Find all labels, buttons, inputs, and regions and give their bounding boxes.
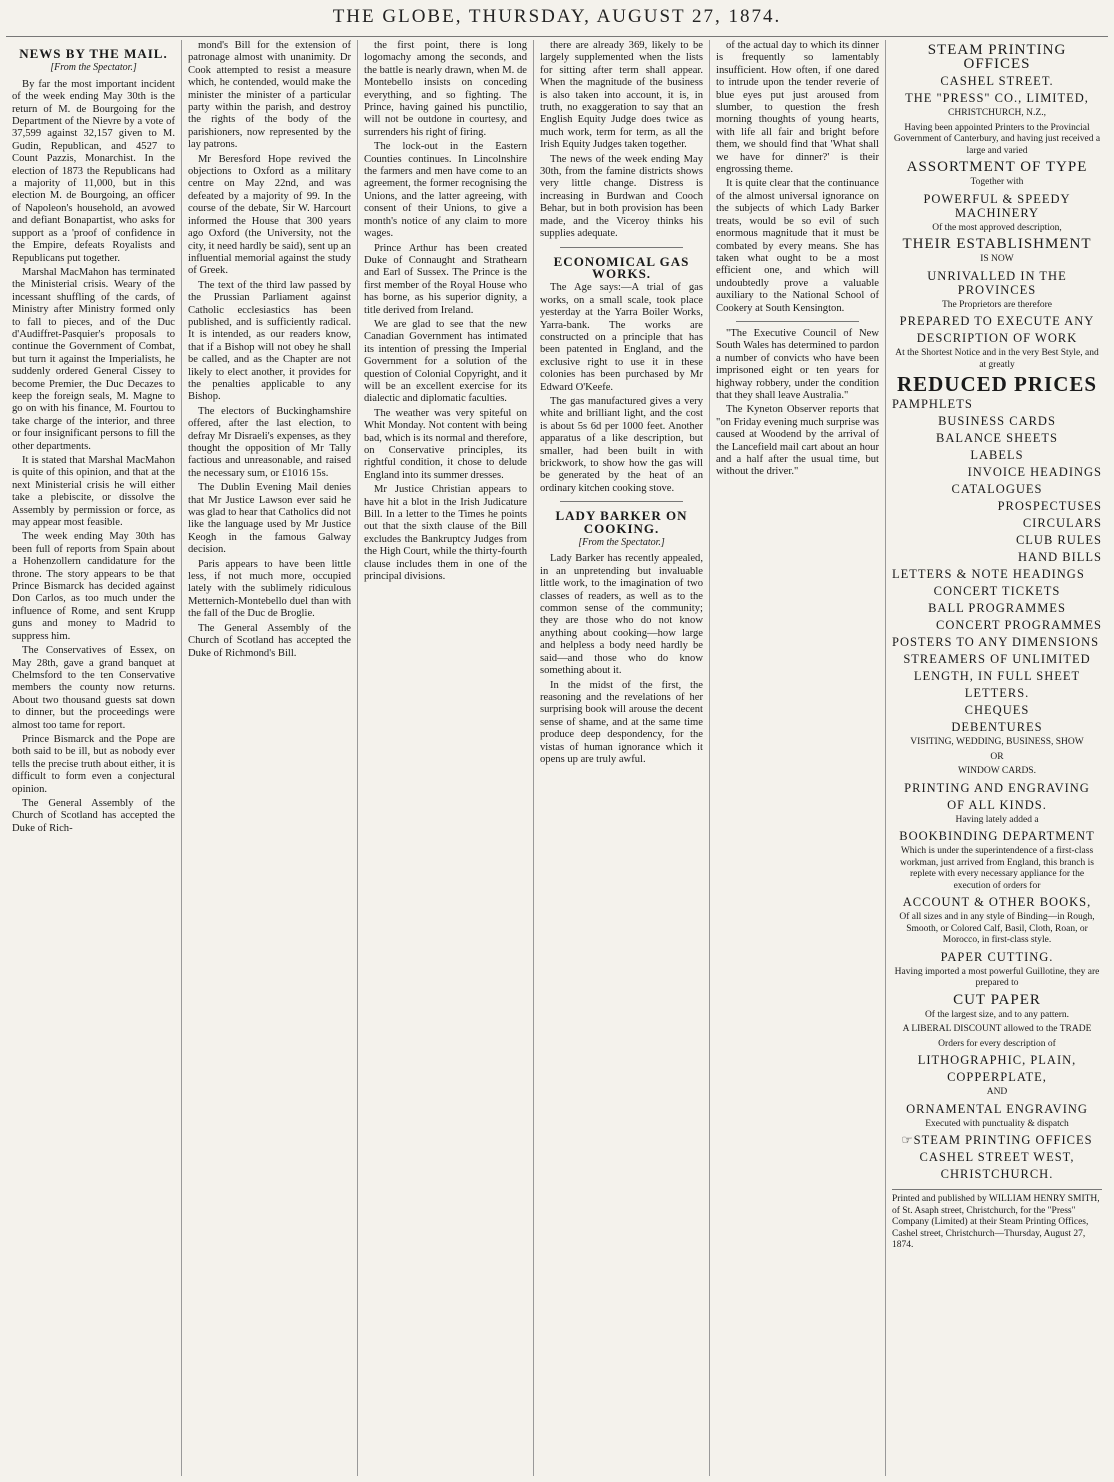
paragraph: The Kyneton Observer reports that "on Friday evening much surprise was caused at Woodend by the arrival of the Lancefield mail cart about an hour and a half after the usual time, but without the driver." (716, 404, 879, 478)
column-3 (358, 40, 534, 1476)
ad-text: LENGTH, IN FULL SHEET (913, 669, 1081, 683)
paragraph: Mr Beresford Hope revived the objections to Oxford as a military centre on May 22nd, and was defeated by a majority of 99. In the course of the debate, Sir W. Harcourt informed the House that 300 years ago Oxford (the University, not the city, it need hardly be said), sent up an influential memorial against the study of Greek. (188, 153, 351, 277)
paragraph: there are already 369, likely to be largely supplemented when the lists for sitting after term shall appear. When the magnitude of the business is also taken into account, it is, in truth, no exaggeration to say that an English Equity Judge does twice as much work, term for term, as all the Irish Equity Judges taken together. (540, 40, 703, 151)
ad-text: Which is under the superintendence of a first-class workman, just arrived from England, this branch is replete with every necessary appliance for the execution of orders for (900, 846, 1094, 891)
section-divider (736, 321, 859, 322)
ad-text: DESCRIPTION OF WORK (916, 331, 1078, 345)
paragraph: Marshal MacMahon has terminated the Ministerial crisis. Weary of the incessant shuffling of the cards, of Ministry after Ministry formed only to fall to pieces, and of the Duc d'Audiffret-Pasquier's proposals to continue the Government of Combat, but turn it against the Imperialists, he suddenly ordered General Cissey to become Premier, the Duc Decazes to keep the foreign seals, M. Magne to go on with his finance, M. Fourtou to take charge of the interior, and three or four insignificant persons to fill the other departments. (12, 266, 175, 452)
section-divider (560, 501, 683, 502)
ad-list-item: CLUB RULES (1015, 533, 1102, 547)
paragraph: In the midst of the first, the reasoning and the revelations of her surprising book will arouse the decent sense of shame, and at the same time produce deep despondency, for the vistas of human ignorance which it opens up are truly awful. (540, 679, 703, 765)
ad-list-item: BUSINESS CARDS (938, 414, 1056, 428)
ad-text: Having been appointed Printers to the Provincial Government of Canterbury, and having just received a large and varied (893, 122, 1101, 156)
paragraph: By far the most important incident of the week ending May 30th is the return of M. de Bourgoing for the Department of the Nievre by a vote of 37,599 against 32,157 given to M. Gudin, Republican, and 4527 to Count Pazzis, Monarchist. In the election of 1873 the Republicans had a majority of 11,000, but in this election M. de Bourgoing, an officer of Napoleon's household, an avowed and defiant Bonapartist, who asks for support as a 'proof of confidence in the Empire, defeats Royalists and Republicans put together. (12, 78, 175, 264)
paragraph: The text of the third law passed by the Prussian Parliament against Catholic ecclesiastics has been published, and is sufficiently radical. It is intended, as our readers know, that if a Bishop will not obey he shall be called, and as the Chapter are not likely to elect another, it provides for the penalties applicable to any Bishop. (188, 279, 351, 403)
paragraph: The Age says:—A trial of gas works, on a small scale, took place yesterday at the Yarra Boiler Works, Yarra-bank. The works are constructed on a principle that has been patented in England, and the exclusive right to use it in these colonies has been purchased by Mr Edward O'Keefe. (540, 282, 703, 393)
ad-text: Executed with punctuality & dispatch (925, 1118, 1069, 1129)
paragraph: the first point, there is long logomachy among the seconds, and the battle is nearly drawn, when M. de Montebello insists on conceding everything, and so fighting. The Prince, having gained his punctilio, will not be outdone in courtesy, and surrenders his right of firing. (364, 40, 527, 138)
ad-text: CHEQUES (964, 703, 1030, 717)
ad-text: PREPARED TO EXECUTE ANY (899, 314, 1095, 328)
ad-heading: BOOKBINDING DEPARTMENT (899, 829, 1095, 843)
ad-heading: THEIR ESTABLISHMENT (902, 236, 1092, 252)
ad-text: LITHOGRAPHIC, PLAIN, (917, 1053, 1077, 1067)
ad-list-item: PROSPECTUSES (997, 499, 1102, 513)
printing-advertisement (886, 40, 1108, 1476)
ad-text: ACCOUNT & OTHER BOOKS, (902, 895, 1092, 909)
paragraph: The Dublin Evening Mail denies that Mr Justice Lawson ever said he was glad to hear that Catholics did not like the language used by Mr Justice Keogh in the famous Galway decision. (188, 482, 351, 556)
ad-text: CHRISTCHURCH, N.Z., (948, 108, 1046, 118)
article-title-lady-barker: LADY BARKER ON COOKING. (555, 508, 688, 536)
ad-list-item: CATALOGUES (951, 482, 1043, 496)
article-source: [From the Spectator.] (578, 537, 665, 549)
ad-heading-reduced-prices: REDUCED PRICES (896, 372, 1098, 396)
ad-list-item: PAMPHLETS (892, 397, 973, 411)
column-5 (710, 40, 886, 1476)
article-title-news-by-the-mail: NEWS BY THE MAIL. (19, 46, 168, 61)
masthead: THE GLOBE, THURSDAY, AUGUST 27, 1874. (332, 6, 782, 27)
ad-text: A LIBERAL DISCOUNT allowed to the TRADE (902, 1024, 1092, 1034)
paragraph: The weather was very spiteful on Whit Monday. Not content with being bad, which is its normal and therefore, on Conservative principles, its rightful condition, it chose to delude England into its summer dresses. (364, 407, 527, 481)
paragraph: Lady Barker has recently appealed, in an unpretending but invaluable little work, to the imagination of two classes of readers, as well as to the common sense of the community; they are those who do not know anything about cooking—how large and helpless a body need hardly be said—and those who do know something about it. (540, 553, 703, 677)
ad-text: Having imported a most powerful Guillotine, they are prepared to (894, 966, 1100, 988)
ad-text: ☞STEAM PRINTING OFFICES (901, 1133, 1093, 1147)
ad-text: At the Shortest Notice and in the very Best Style, and at greatly (895, 348, 1099, 370)
paragraph: It is quite clear that the continuance of the almost universal ignorance on the subjects of which Lady Barker treats, would be so evil of such enormous magnitude that it must be combated by every means. She has taken what ought to be a most efficient one, and which will undoubtedly prove a valuable auxiliary to the National School of Cookery at South Kensington. (716, 178, 879, 314)
ad-text: ORNAMENTAL ENGRAVING (906, 1101, 1088, 1116)
ad-text: Orders for every description of (938, 1038, 1056, 1049)
ad-list-item: BALL PROGRAMMES (928, 601, 1066, 615)
paragraph: mond's Bill for the extension of patronage almost with unanimity. Dr Cook attempted to resist a measure which, he contended, would make the minister the minister of a particular party within the parish, and destroy the rights of the body of the parishioners, now represented by the lay patrons. (188, 40, 351, 151)
paragraph: The Conservatives of Essex, on May 28th, gave a grand banquet at Chelmsford to the ten Conservative members the county now returns. About two thousand guests sat down to dinner, but the proceedings were almost too tame for report. (12, 645, 175, 731)
ad-heading: CUT PAPER (953, 991, 1041, 1008)
ad-text: DEBENTURES (951, 720, 1043, 734)
ad-text: AND (986, 1087, 1008, 1097)
paragraph: "The Executive Council of New South Wales has determined to pardon a number of convicts who have been imprisoned eight or ten years for highway robbery, under the condition that they shall leave Australia." (716, 327, 879, 401)
paragraph: Mr Justice Christian appears to have hit a blot in the Irish Judicature Bill. In a letter to the Times he points out that the sixth clause of the Bill excludes the Bankruptcy Judges from the High Court, while the thirty-fourth clause includes them in one of the principal divisions. (364, 484, 527, 583)
paragraph: The gas manufactured gives a very white and brilliant light, and the cost is about 5s 6d per 1000 feet. Another apparatus of a like description, but smaller, had been built in with brickwork, to show how the gas will be generated by the heat of an ordinary kitchen cooking stove. (540, 395, 703, 494)
ad-text: OF ALL KINDS. (947, 797, 1047, 812)
ad-text: LETTERS. (964, 686, 1030, 700)
ad-list-item: CONCERT PROGRAMMES (935, 618, 1102, 632)
paragraph: The General Assembly of the Church of Scotland has accepted the Duke of Rich- (12, 797, 175, 834)
ad-text: Together with (970, 177, 1024, 187)
ad-heading: PAPER CUTTING. (940, 949, 1054, 964)
ad-text: Of the most approved description, (932, 222, 1062, 233)
imprint: Printed and published by WILLIAM HENRY SMITH, of St. Asaph street, Christchurch, for the "Press" Company (Limited) at their Steam Printing Offices, Cashel street, Christchurch—Thursday, August 27, 1874. (892, 1189, 1102, 1252)
ad-list-item: LETTERS & NOTE HEADINGS (892, 567, 1085, 581)
ad-text: UNRIVALLED IN THE PROVINCES (927, 268, 1067, 297)
paragraph: It is stated that Marshal MacMahon is quite of this opinion, and that at the next Ministerial crisis he will either take a plebiscite, or dissolve the Assembly by permission or force, as may appear most feasible. (12, 455, 175, 529)
column-4 (534, 40, 710, 1476)
ad-text: WINDOW CARDS. (958, 766, 1036, 776)
ad-list-item: LABELS (970, 448, 1024, 462)
column-1 (6, 40, 182, 1476)
ad-list-item: INVOICE HEADINGS (967, 465, 1102, 479)
paragraph: The lock-out in the Eastern Counties continues. In Lincolnshire the farmers and men have come to an agreement, the former recognising the Unions, and the latter agreeing, with consent of their Unions, to give a month's notice of any claim to more wages. (364, 141, 527, 240)
ad-text: STREAMERS OF UNLIMITED (903, 652, 1091, 666)
ad-list-item: CIRCULARS (1022, 516, 1102, 530)
page-columns (6, 40, 1108, 1476)
ad-text: CHRISTCHURCH. (940, 1167, 1054, 1181)
ad-heading: STEAM PRINTING OFFICES (927, 42, 1067, 72)
paragraph: Prince Bismarck and the Pope are both said to be ill, but as nobody ever tells the precise truth about either, it is difficult to form even a conjectural opinion. (12, 733, 175, 795)
ad-text: IS NOW (980, 254, 1014, 264)
paragraph: The General Assembly of the Church of Scotland has accepted the Duke of Richmond's Bill. (188, 622, 351, 659)
paragraph: We are glad to see that the new Canadian Government has intimated its intention of pressing the Imperial Government for a solution of the question of Colonial Copyright, and it will be an excellent exercise for its dialectic and diplomatic faculties. (364, 318, 527, 405)
ad-text: VISITING, WEDDING, BUSINESS, SHOW (910, 737, 1084, 747)
ad-list-item: BALANCE SHEETS (936, 431, 1058, 445)
ad-text: THE "PRESS" CO., LIMITED, (905, 91, 1089, 105)
ad-text: Having lately added a (955, 814, 1039, 825)
ad-text: POWERFUL & SPEEDY MACHINERY (923, 191, 1071, 220)
ad-text: The Proprietors are therefore (942, 299, 1052, 310)
section-divider (560, 247, 683, 248)
ad-heading: ASSORTMENT OF TYPE (906, 159, 1088, 175)
paragraph: The electors of Buckinghamshire offered, after the last election, to defray Mr Disraeli's expenses, as they thought the opposition of Mr Tally factious and unreasonable, and raised the necessary sum, or £1016 15s. (188, 405, 351, 479)
column-2 (182, 40, 358, 1476)
ad-list-item: POSTERS TO ANY DIMENSIONS (892, 635, 1100, 649)
paragraph: The week ending May 30th has been full of reports from Spain about a Hohenzollern candidature for the throne. The story appears to be that Prince Bismarck has decided against Don Carlos, as too much under the influence of Rome, and sent Krupp guns and money to Madrid to suppress him. (12, 531, 175, 642)
ad-text: CASHEL STREET WEST, (919, 1150, 1075, 1164)
article-title-economical-gas-works: ECONOMICAL GAS WORKS. (553, 253, 690, 281)
ad-text: Of all sizes and in any style of Binding—in Rough, Smooth, or Colored Calf, Basil, Cloth, Roan, or Morocco, in first-class style. (899, 912, 1095, 945)
paragraph: Prince Arthur has been created Duke of Connaught and Strathearn and Earl of Sussex. The Prince is the first member of the Royal House who has borne, as his superior dignity, a title derived from Ireland. (364, 242, 527, 316)
ad-text: Of the largest size, and to any pattern. (924, 1009, 1070, 1020)
ad-text: OR (990, 751, 1004, 762)
article-source: [From the Spectator.] (50, 62, 137, 74)
ad-text: CASHEL STREET. (940, 74, 1054, 88)
ad-list-item: HAND BILLS (1018, 550, 1102, 564)
masthead-rule (6, 36, 1108, 37)
paragraph: Paris appears to have been little less, if not much more, occupied lately with the sublimely ridiculous Metternich-Montebello duel than with the fall of the Duc de Broglie. (188, 558, 351, 620)
ad-text: PRINTING AND ENGRAVING (904, 780, 1090, 795)
ad-text: COPPERPLATE, (947, 1070, 1047, 1084)
paragraph: of the actual day to which its dinner is frequently so lamentably insufficient. How often, if one dared to intrude upon the tender reverie of blue eyes put just aroused from slumber, to question the fresh morning thoughts of young hearts, with life all fair and bright before them, we should find that 'What shall we have for dinner?' is their engrossing theme. (716, 40, 879, 176)
paragraph: The news of the week ending May 30th, from the famine districts shows very little change. Distress is increasing in Burdwan and Cooch Behar, but in both provision has been made, and the Viceroy thinks his supplies adequate. (540, 153, 703, 240)
ad-list-item: CONCERT TICKETS (933, 584, 1061, 598)
